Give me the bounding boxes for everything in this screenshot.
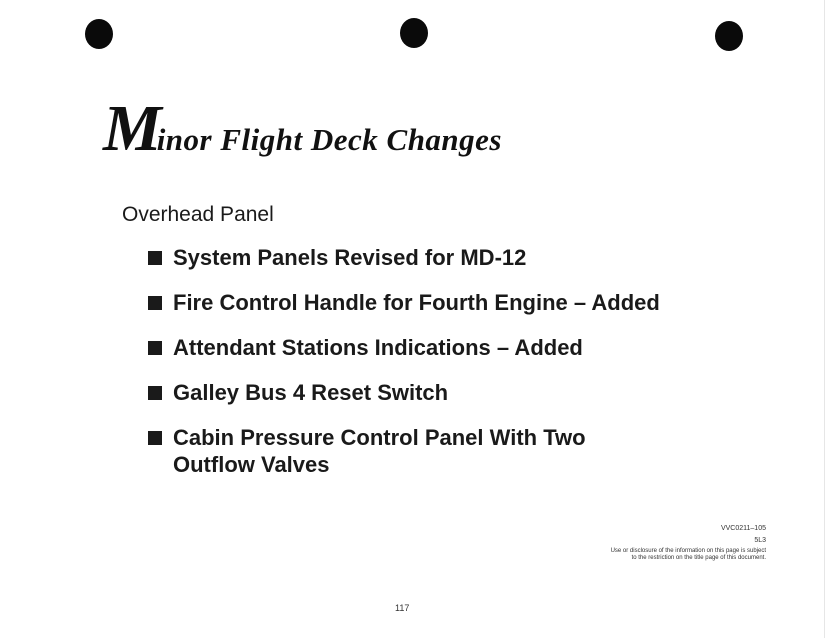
binder-hole-right (715, 21, 743, 51)
notice-line: to the restriction on the title page of this document. (631, 555, 766, 561)
list-item-text-continued: Outflow Valves (173, 452, 330, 477)
title-initial: M (103, 92, 160, 165)
list-item (148, 289, 788, 316)
square-bullet-icon (148, 296, 162, 310)
disclosure-notice (566, 548, 766, 562)
title-rest: inor Flight Deck Changes (156, 122, 502, 157)
binder-hole-left (85, 19, 113, 49)
square-bullet-icon (148, 341, 162, 355)
list-item (148, 424, 788, 478)
page-number: 117 (395, 603, 410, 613)
section-heading: Overhead Panel (122, 203, 274, 226)
list-item (148, 244, 788, 271)
square-bullet-icon (148, 431, 162, 445)
bullet-list (148, 244, 788, 478)
list-item-text: Galley Bus 4 Reset Switch (173, 380, 449, 405)
square-bullet-icon (148, 251, 162, 265)
page-title (103, 92, 502, 165)
square-bullet-icon (148, 386, 162, 400)
list-item-text: System Panels Revised for MD-12 (173, 245, 527, 270)
list-item (148, 334, 788, 361)
notice-line: Use or disclosure of the information on this page is subject (610, 548, 766, 554)
list-item-text: Cabin Pressure Control Panel With Two (173, 425, 586, 450)
document-code: VVC0211–105 (720, 525, 766, 532)
list-item-text: Attendant Stations Indications – Added (173, 335, 583, 360)
revision-code: 5L3 (754, 537, 766, 544)
list-item-text: Fire Control Handle for Fourth Engine – Added (173, 290, 660, 315)
list-item (148, 379, 788, 406)
binder-hole-center (400, 18, 428, 48)
